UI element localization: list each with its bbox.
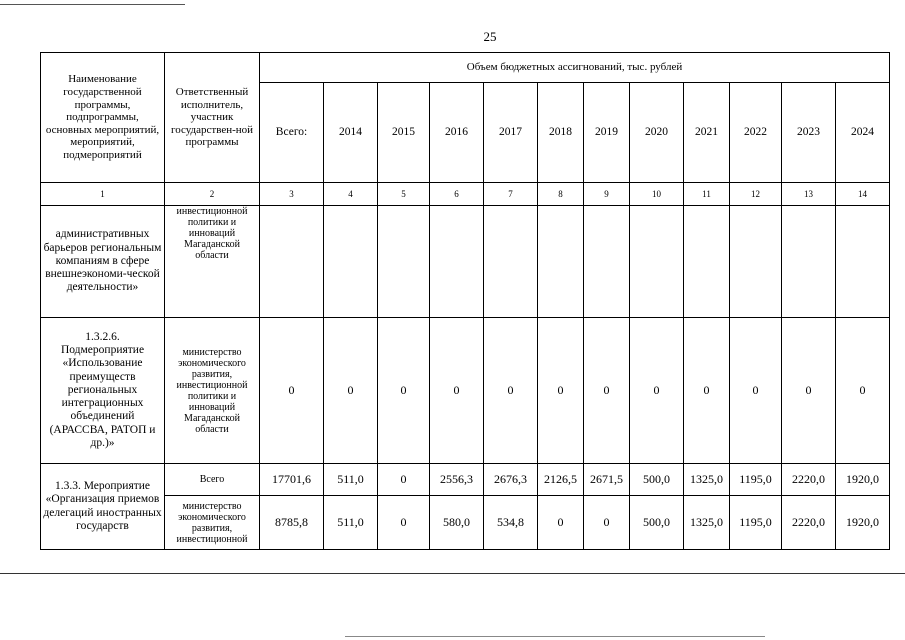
column-number: 7 [484,183,538,206]
header-year: 2024 [836,83,890,183]
header-total: Всего: [260,83,324,183]
value-cell: 1920,0 [836,496,890,550]
value-cell: 1195,0 [730,496,782,550]
value-cell: 2220,0 [782,496,836,550]
value-cell: 0 [324,318,378,464]
value-cell: 1325,0 [684,496,730,550]
column-number: 6 [430,183,484,206]
value-cell [430,206,484,318]
column-number: 3 [260,183,324,206]
value-cell: 511,0 [324,464,378,496]
responsible-cell: министерство экономического развития, инвестиционной [165,496,260,550]
value-cell: 1325,0 [684,464,730,496]
value-cell [730,206,782,318]
column-number: 13 [782,183,836,206]
value-cell: 0 [538,318,584,464]
value-cell: 0 [730,318,782,464]
program-name-cell: 1.3.2.6. Подмероприятие «Использование преимуществ региональных интеграционных объединений (АРАССВА, РАТОП и др.)» [41,318,165,464]
value-cell [324,206,378,318]
value-cell: 0 [584,318,630,464]
value-cell: 0 [260,318,324,464]
header-program-name: Наименование государственной программы, подпрограммы, основных мероприятий, мероприятий, подмероприятий [41,53,165,183]
value-cell: 580,0 [430,496,484,550]
header-year: 2016 [430,83,484,183]
value-cell: 0 [378,464,430,496]
header-year: 2022 [730,83,782,183]
value-cell: 0 [584,496,630,550]
value-cell: 8785,8 [260,496,324,550]
value-cell: 0 [484,318,538,464]
value-cell: 500,0 [630,464,684,496]
value-cell: 1195,0 [730,464,782,496]
header-responsible: Ответственный исполнитель, участник государствен-ной программы [165,53,260,183]
table-row [41,318,890,464]
column-number: 4 [324,183,378,206]
value-cell: 2671,5 [584,464,630,496]
value-cell: 0 [630,318,684,464]
value-cell: 0 [378,496,430,550]
responsible-cell: Всего [165,464,260,496]
column-number: 1 [41,183,165,206]
scan-artifact-line [0,573,905,574]
table-row [41,464,890,496]
column-number: 10 [630,183,684,206]
program-name-cell: 1.3.3. Мероприятие «Организация приемов делегаций иностранных государств [41,464,165,550]
page-number: 25 [483,29,497,44]
value-cell: 2220,0 [782,464,836,496]
value-cell: 2126,5 [538,464,584,496]
value-cell [538,206,584,318]
scan-artifact-line [345,636,765,637]
header-year: 2019 [584,83,630,183]
column-number: 14 [836,183,890,206]
header-year: 2017 [484,83,538,183]
value-cell: 2556,3 [430,464,484,496]
header-year: 2021 [684,83,730,183]
value-cell: 0 [782,318,836,464]
value-cell: 2676,3 [484,464,538,496]
column-number: 12 [730,183,782,206]
table-row [41,206,890,318]
value-cell: 0 [538,496,584,550]
scan-artifact-line [0,4,185,5]
value-cell: 500,0 [630,496,684,550]
value-cell [684,206,730,318]
header-budget-group: Объем бюджетных ассигнований, тыс. рублей [260,53,890,83]
budget-table [40,52,890,550]
value-cell: 511,0 [324,496,378,550]
table-row [41,496,890,550]
value-cell [584,206,630,318]
header-year: 2018 [538,83,584,183]
responsible-cell: министерство экономического развития, инвестиционной политики и инноваций Магаданской области [165,318,260,464]
column-number: 2 [165,183,260,206]
value-cell [378,206,430,318]
value-cell [782,206,836,318]
program-name-cell: административных барьеров региональным компаниям в сфере внешнеэкономи-ческой деятельности» [41,206,165,318]
header-year: 2023 [782,83,836,183]
value-cell: 1920,0 [836,464,890,496]
value-cell: 0 [684,318,730,464]
value-cell [630,206,684,318]
header-year: 2015 [378,83,430,183]
value-cell [260,206,324,318]
value-cell: 0 [378,318,430,464]
column-number: 11 [684,183,730,206]
header-year: 2014 [324,83,378,183]
value-cell: 17701,6 [260,464,324,496]
column-number: 8 [538,183,584,206]
value-cell [836,206,890,318]
value-cell [484,206,538,318]
column-number: 5 [378,183,430,206]
value-cell: 0 [430,318,484,464]
header-year: 2020 [630,83,684,183]
column-number: 9 [584,183,630,206]
responsible-cell: инвестиционной политики и инноваций Магаданской области [165,206,260,318]
value-cell: 534,8 [484,496,538,550]
value-cell: 0 [836,318,890,464]
